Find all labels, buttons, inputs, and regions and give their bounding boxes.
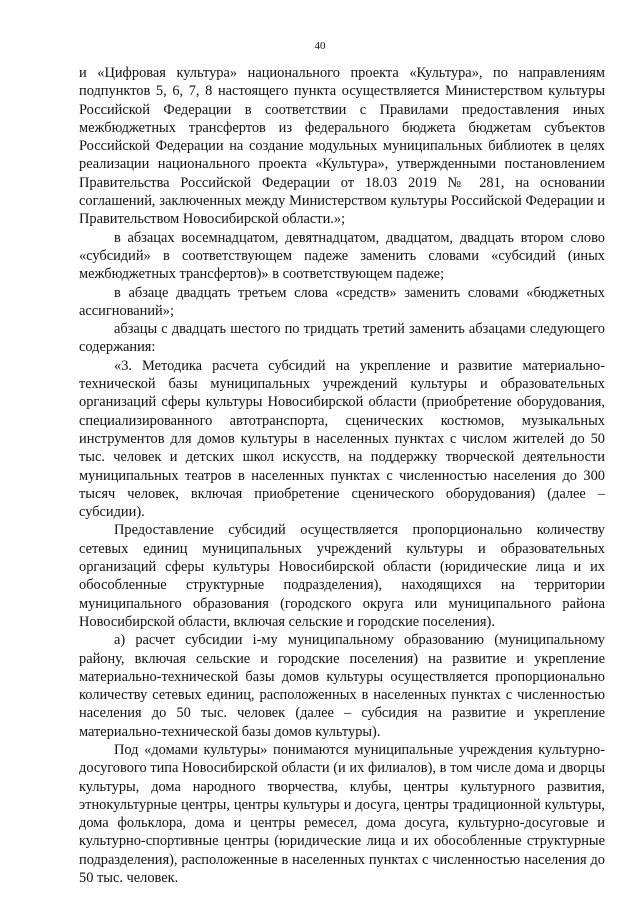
paragraph-houses-of-culture-definition: Под «домами культуры» понимаются муниципальные учреждения культурно-досугового типа Новосибирской области (и их филиалов), в том числе дома и дворцы культуры, дома народного творчества, клубы, центры культурного развития, этнокультурные центры, центры культуры и досуга, центры традиционной культуры, дома фольклора, дома и центры ремесел, дома досуга, культурно-досуговые и культурно-спортивные центры (юридические лица и их обособленные структурные подразделения), расположенные в населенных пунктах с численностью населения до 50 тыс. человек.: [79, 741, 605, 887]
paragraph-amendment-subsidies-wording: в абзацах восемнадцатом, девятнадцатом, двадцатом, двадцать втором слово «субсидий» в соответствующем падеже заменить словами «субсидий (иных межбюджетных трансфертов)» в соответствующем падеже;: [79, 229, 605, 283]
page-number: 40: [314, 40, 326, 52]
paragraph-amendment-budget-allocations: в абзаце двадцать третьем слова «средств» заменить словами «бюджетных ассигнований»;: [79, 284, 605, 319]
paragraph-methodology-3: «3. Методика расчета субсидий на укрепление и развитие материально-технической базы муниципальных учреждений культуры и образовательных организаций сферы культуры Новосибирской области (приобретение оборудования, специализированного автотранспорта, сценических костюмов, музыкальных инструментов для домов культуры в населенных пунктах с числом жителей до 50 тыс. человек и детских школ искусств, на поддержку творческой деятельности муниципальных театров в населенных пунктах с численностью населения до 300 тысяч человек, включая приобретение сценического оборудования) (далее – субсидии).: [79, 357, 605, 521]
paragraph-continuation: и «Цифровая культура» национального проекта «Культура», по направлениям подпунктов 5, 6, 7, 8 настоящего пункта осуществляется Министерством культуры Российской Федерации в соответствии с Правилами предоставления иных межбюджетных трансфертов из федерального бюджета бюджетам субъектов Российской Федерации на создание модульных муниципальных библиотек в целях реализации национального проекта «Культура», утвержденными постановлением Правительства Российской Федерации от 18.03 2019 № 281, на основании соглашений, заключенных между Министерством культуры Российской Федерации и Правительством Новосибирской области.»;: [79, 65, 605, 228]
paragraph-replace-paragraphs: абзацы с двадцать шестого по тридцать третий заменить абзацами следующего содержания:: [79, 321, 605, 356]
paragraph-calculation-a: а) расчет субсидии i-му муниципальному образованию (муниципальному району, включая сельские и городские поселения) на развитие и укрепление материально-технической базы домов культуры осуществляется пропорционально количеству сетевых единиц, расположенных в населенных пунктах с численностью населения до 50 тыс. человек (далее – субсидия на развитие и укрепление материально-технической базы домов культуры).: [79, 632, 605, 740]
paragraph-subsidy-provision: Предоставление субсидий осуществляется пропорционально количеству сетевых единиц муниципальных учреждений культуры и образовательных организаций сферы культуры Новосибирской области (юридические лица и их обособленные структурные подразделения), находящихся на территории муниципального образования (городского округа или муниципального района Новосибирской области, включая сельские и городские поселения).: [79, 522, 605, 630]
document-body: [79, 64, 605, 887]
